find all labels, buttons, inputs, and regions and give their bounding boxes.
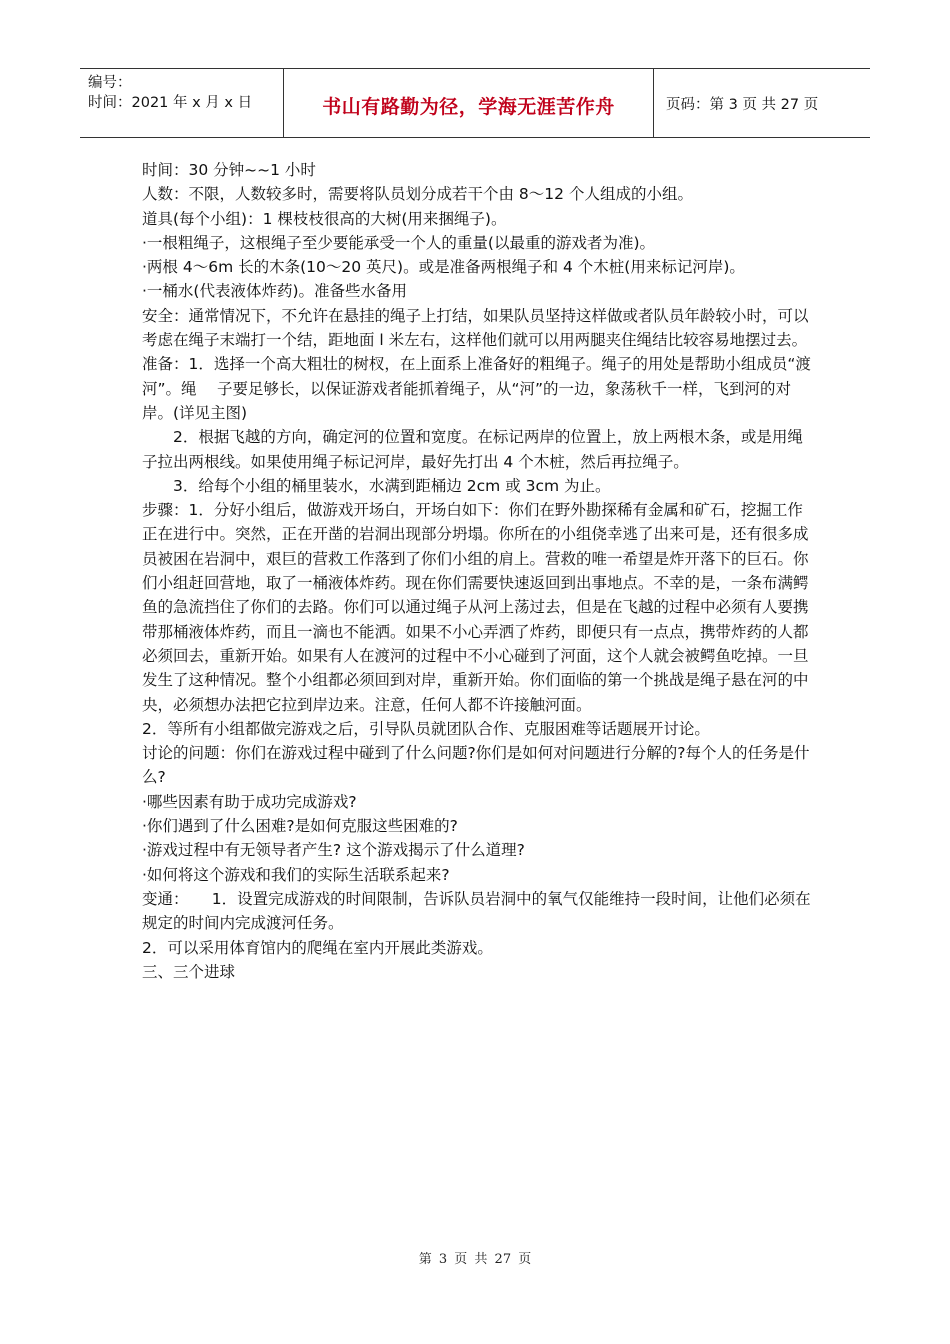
paragraph-variation: 变通： 1．设置完成游戏的时间限制，告诉队员岩洞中的氧气仅能维持一段时间，让他们必须在规定的时间内完成渡河任务。 (142, 889, 811, 933)
header-motto-cell (284, 69, 654, 137)
paragraph-steps: 步骤：1．分好小组后，做游戏开场白，开场白如下：你们在野外勘探稀有金属和矿石，挖掘工作正在进行中。突然，正在开凿的岩洞出现部分坍塌。你所在的小组侥幸逃了出来可是，还有很多成员被困在岩洞中，艰巨的营救工作落到了你们小组的肩上。营救的唯一希望是炸开落下的巨石。你们小组赶回营地，取了一桶液体炸药。现在你们需要快速返回到出事地点。不幸的是，一条布满鳄鱼的急流挡住了你们的去路。你们可以通过绳子从河上荡过去，但是在飞越的过程中必须有人要携带那桶液体炸药，而且一滴也不能洒。如果不小心弄洒了炸药，即便只有一点点，携带炸药的人都必须回去，重新开始。如果有人在渡河的过程中不小心碰到了河面，这个人就会被鳄鱼吃掉。一旦发生了这种情况。整个小组都必须回到对岸，重新开始。你们面临的第一个挑战是绳子悬在河的中央，必须想办法把它拉到岸边来。注意，任何人都不许接触河面。 (142, 501, 809, 714)
section-heading: 三、三个进球 (142, 962, 236, 981)
document-body (142, 158, 812, 984)
paragraph-people: 人数：不限，人数较多时，需要将队员划分成若干个由 8～12 个人组成的小组。 (142, 185, 693, 204)
header-meta (80, 69, 284, 137)
list-item: ·哪些因素有助于成功完成游戏? (142, 792, 357, 811)
header-page-cell (654, 69, 870, 137)
paragraph-discussion: 讨论的问题：你们在游戏过程中碰到了什么问题?你们是如何对问题进行分解的?每个人的任务是什么? (142, 744, 810, 787)
paragraph-variation-2: 2．可以采用体育馆内的爬绳在室内开展此类游戏。 (142, 938, 493, 957)
paragraph-props: 道具(每个小组)：1 棵枝枝很高的大树(用来捆绳子)。 (142, 209, 507, 228)
list-item: ·一根粗绳子，这根绳子至少要能承受一个人的重量(以最重的游戏者为准)。 (142, 233, 656, 252)
list-item: ·一桶水(代表液体炸药)。准备些水备用 (142, 282, 408, 301)
paragraph-time: 时间：30 分钟~~1 小时 (142, 161, 316, 179)
motto: 书山有路勤为径，学海无涯苦作舟 (322, 95, 615, 118)
list-item: ·如何将这个游戏和我们的实际生活联系起来? (142, 865, 450, 884)
paragraph-safety: 安全：通常情况下，不允许在悬挂的绳子上打结，如果队员坚持这样做或者队员年龄较小时，可以考虑在绳子末端打一个结，距地面 l 米左右，这样他们就可以用两腿夹住绳结比较容易地摆过去。 (142, 306, 809, 350)
code-label: 编号： (88, 75, 132, 91)
paragraph-prepare-3: 3．给每个小组的桶里装水，水满到距桶边 2cm 或 3cm 为止。 (173, 476, 611, 495)
paragraph-prepare-2: 2．根据飞越的方向，确定河的位置和宽度。在标记两岸的位置上，放上两根木条，或是用绳子拉出两根线。如果使用绳子标记河岸，最好先打出 4 个木桩，然后再拉绳子。 (142, 428, 803, 471)
page-info: 页码：第 3 页 共 27 页 (666, 96, 819, 113)
date-label: 时间：2021 年 x 月 x 日 (88, 95, 253, 111)
page-footer: 第 3 页 共 27 页 (418, 1252, 532, 1267)
list-item: ·两根 4～6m 长的木条(10～20 英尺)。或是准备两根绳子和 4 个木桩(用来标记河岸)。 (142, 258, 745, 277)
paragraph-steps-2: 2．等所有小组都做完游戏之后，引导队员就团队合作、克服困难等话题展开讨论。 (142, 719, 710, 738)
list-item: ·游戏过程中有无领导者产生? 这个游戏揭示了什么道理? (142, 841, 525, 860)
list-item: ·你们遇到了什么困难?是如何克服这些困难的? (142, 817, 458, 836)
page-header (80, 68, 870, 138)
paragraph-prepare: 准备：1．选择一个高大粗壮的树杈，在上面系上准备好的粗绳子。绳子的用处是帮助小组成员“渡河”。绳 子要足够长，以保证游戏者能抓着绳子，从“河”的一边，象荡秋千一样，飞到河的对岸。(详见主图) (142, 355, 811, 422)
